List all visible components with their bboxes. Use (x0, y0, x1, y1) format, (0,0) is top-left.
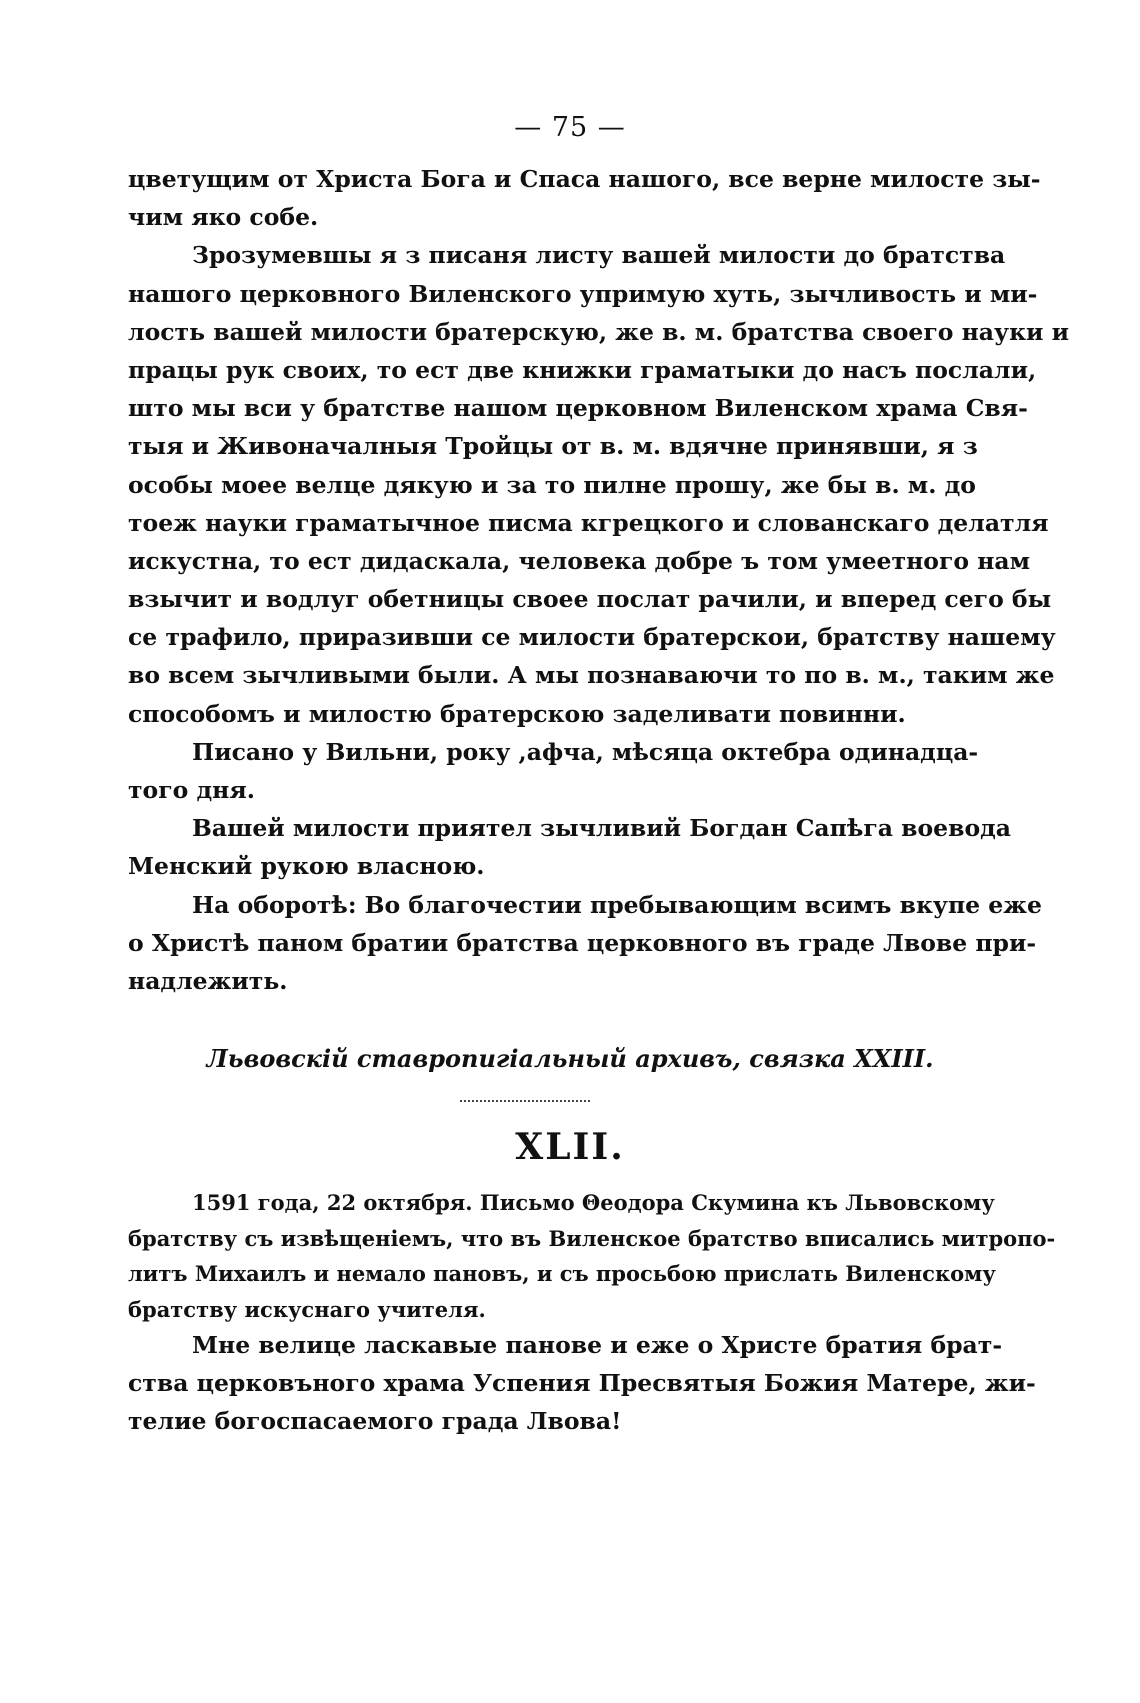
summary-line: литъ Михаилъ и немало пановъ, и съ просьбою прислать Виленскому (128, 1261, 996, 1286)
summary-line: братству съ извѣщеніемъ, что въ Виленское братство вписались митропо- (128, 1225, 1056, 1251)
text-line: се трафило, приразивши се милости братерскои, братству нашему (128, 623, 1056, 652)
text-line: того дня. (128, 776, 255, 804)
letter-opening (128, 1326, 1036, 1441)
page-number: — 75 — (514, 112, 626, 143)
text-line: тыя и Живоначалныя Тройцы от в. м. вдячне принявши, я з (128, 432, 978, 461)
text-line: искустна, то ест дидаскала, человека добре ъ том умеетного нам (128, 546, 1031, 575)
text-line: цветущим от Христа Бога и Спаса нашого, все верне милосте зы- (128, 165, 1041, 193)
text-line: Писано у Вильни, року ,афча, мѣсяца октебра одинадца- (192, 737, 979, 766)
text-line: взычит и водлуг обетницы своее послат рачили, и вперед сего бы (128, 585, 1052, 614)
text-line: о Христѣ паном братии братства церковного въ граде Лвове при- (128, 928, 1037, 957)
summary-line: братству искуснаго учителя. (128, 1296, 486, 1322)
archive-citation: Львовскій ставропигіальный архивъ, связка XXIII. (206, 1044, 934, 1073)
text-line: телие богоспасаемого града Лвова! (128, 1407, 622, 1436)
text-line: працы рук своих, то ест две книжки граматыки до насъ послали, (128, 355, 1037, 384)
text-line: На оборотѣ: Во благочестии пребывающим всимъ вкупе еже (192, 890, 1042, 919)
text-line: чим яко собе. (128, 203, 319, 232)
document-summary (128, 1185, 1056, 1327)
text-line: Мне велице ласкавые панове и еже о Христе братия брат- (192, 1331, 1003, 1359)
text-line: ства церковъного храма Успения Пресвятыя Божия Матере, жи- (128, 1369, 1036, 1398)
text-line: што мы вси у братстве нашом церковном Виленском храма Свя- (128, 394, 1028, 423)
text-line: надлежить. (128, 966, 288, 995)
text-line: способомъ и милостю братерскою заделивати повинни. (128, 699, 906, 728)
section-divider (460, 1100, 590, 1102)
text-line: лость вашей милости братерскую, же в. м. братства своего науки и (128, 317, 1070, 346)
text-line: тоеж науки граматычное писма кгрецкого и слованскаго делатля (128, 508, 1049, 537)
section-heading: XLII. (515, 1126, 625, 1168)
letter-body (128, 160, 1070, 1000)
text-line: нашого церковного Виленского упримую хуть, зычливость и ми- (128, 279, 1038, 308)
summary-line: 1591 года, 22 октября. Письмо Θеодора Скумина къ Львовскому (192, 1190, 995, 1215)
text-line: Вашей милости приятел зычливий Богдан Сапѣга воевода (192, 814, 1012, 843)
text-line: особы моее велце дякую и за то пилне прошу, же бы в. м. до (128, 470, 976, 499)
text-line: Менский рукою власною. (128, 852, 485, 881)
text-line: во всем зычливыми были. А мы познаваючи то по в. м., таким же (128, 661, 1055, 690)
text-line: Зрозумевшы я з писаня листу вашей милости до братства (192, 241, 1006, 270)
